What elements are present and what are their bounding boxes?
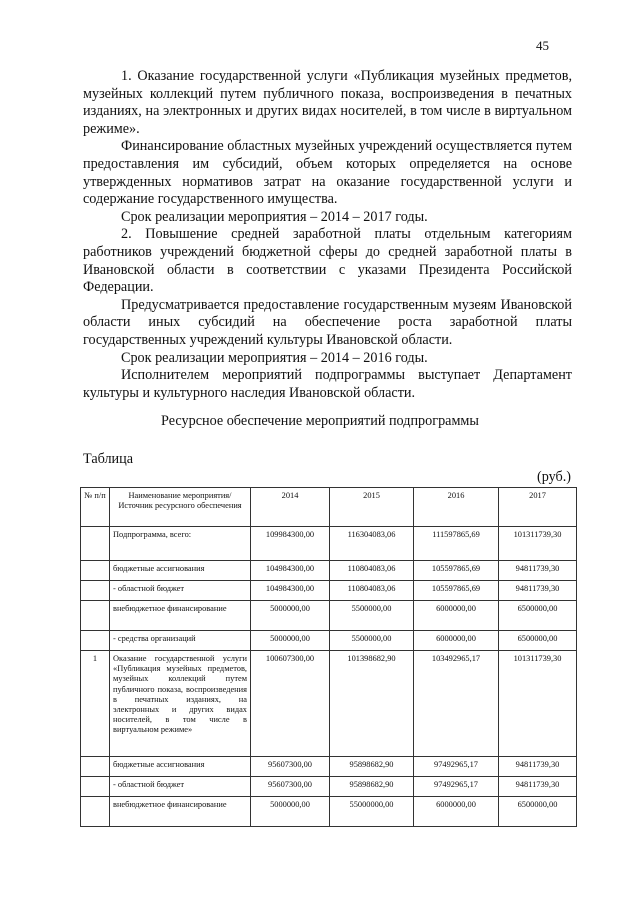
- value-2016: 105597865,69: [414, 581, 499, 601]
- row-num: [81, 797, 110, 827]
- row-name: Оказание государственной услуги «Публикация музейных предметов, музейных коллекций путем публичного показа, воспроизведения в печатных изданиях, на электронных и других видах носителей, в том числе в виртуальном режиме»: [110, 651, 251, 757]
- value-2014: 104984300,00: [251, 581, 330, 601]
- table-label: Таблица: [83, 451, 134, 467]
- row-num: [81, 757, 110, 777]
- value-2016: 6000000,00: [414, 797, 499, 827]
- value-2014: 104984300,00: [251, 561, 330, 581]
- value-2015: 101398682,90: [330, 651, 414, 757]
- value-2015: 95898682,90: [330, 777, 414, 797]
- paragraph: Срок реализации мероприятия – 2014 – 2017 годы.: [121, 208, 428, 225]
- value-2015: 95898682,90: [330, 757, 414, 777]
- row-num: 1: [81, 651, 110, 757]
- value-2016: 103492965,17: [414, 651, 499, 757]
- value-2015: 5500000,00: [330, 601, 414, 631]
- resource-table: [80, 487, 577, 827]
- row-num: [81, 561, 110, 581]
- table-row: [81, 797, 577, 827]
- row-num: [81, 601, 110, 631]
- value-2017: 94811739,30: [499, 581, 577, 601]
- row-name: - областной бюджет: [110, 581, 251, 601]
- table-row: [81, 631, 577, 651]
- paragraph: Предусматривается предоставление государственным музеям Ивановской области иных субсидий на обеспечение роста заработной платы государственных учреждений культуры Ивановской области.: [83, 296, 572, 348]
- value-2016: 97492965,17: [414, 777, 499, 797]
- row-name: - средства организаций: [110, 631, 251, 651]
- paragraph: Финансирование областных музейных учреждений осуществляется путем предоставления им субсидий, объем которых определяется на основе утвержденных нормативов затрат на оказание государственной услуги и содержание государственного имущества.: [83, 138, 572, 208]
- value-2017: 6500000,00: [499, 797, 577, 827]
- row-name: внебюджетное финансирование: [110, 797, 251, 827]
- value-2017: 94811739,30: [499, 561, 577, 581]
- value-2014: 5000000,00: [251, 601, 330, 631]
- table-row: [81, 527, 577, 561]
- table-row: [81, 581, 577, 601]
- currency-note: (руб.): [537, 469, 572, 485]
- row-name: - областной бюджет: [110, 777, 251, 797]
- paragraph: 1. Оказание государственной услуги «Публикация музейных предметов, музейных коллекций путем публичного показа, воспроизведения в печатных изданиях, на электронных и других видах носителей, в том числе в виртуальном режиме».: [83, 68, 572, 137]
- section-title: Ресурсное обеспечение мероприятий подпрограммы: [161, 413, 479, 429]
- row-num: [81, 631, 110, 651]
- table-row: [81, 561, 577, 581]
- value-2015: 110804083,06: [330, 561, 414, 581]
- value-2014: 100607300,00: [251, 651, 330, 757]
- value-2017: 6500000,00: [499, 601, 577, 631]
- table-row: [81, 651, 577, 757]
- table-row: [81, 777, 577, 797]
- table-row: [81, 757, 577, 777]
- value-2014: 5000000,00: [251, 631, 330, 651]
- row-num: [81, 527, 110, 561]
- value-2014: 95607300,00: [251, 777, 330, 797]
- header-2014: 2014: [251, 488, 330, 527]
- value-2017: 6500000,00: [499, 631, 577, 651]
- value-2015: 110804083,06: [330, 581, 414, 601]
- row-name: бюджетные ассигнования: [110, 561, 251, 581]
- header-2015: 2015: [330, 488, 414, 527]
- value-2015: 5500000,00: [330, 631, 414, 651]
- body-text: [83, 68, 572, 402]
- value-2015: 116304083,06: [330, 527, 414, 561]
- value-2016: 6000000,00: [414, 601, 499, 631]
- header-2017: 2017: [499, 488, 577, 527]
- table-header-row: [81, 488, 577, 527]
- value-2017: 94811739,30: [499, 757, 577, 777]
- paragraph: 2. Повышение средней заработной платы отдельным категориям работников учреждений бюджетной сферы до средней заработной платы в Ивановской области в соответствии с указами Президента Российской Федерации.: [83, 226, 572, 296]
- value-2015: 55000000,00: [330, 797, 414, 827]
- value-2014: 5000000,00: [251, 797, 330, 827]
- row-num: [81, 777, 110, 797]
- header-num: № п/п: [81, 488, 110, 527]
- row-name: бюджетные ассигнования: [110, 757, 251, 777]
- row-name: Подпрограмма, всего:: [110, 527, 251, 561]
- value-2016: 97492965,17: [414, 757, 499, 777]
- table-row: [81, 601, 577, 631]
- value-2016: 111597865,69: [414, 527, 499, 561]
- header-2016: 2016: [414, 488, 499, 527]
- page-number: 45: [536, 38, 549, 53]
- value-2016: 105597865,69: [414, 561, 499, 581]
- value-2014: 109984300,00: [251, 527, 330, 561]
- value-2017: 101311739,30: [499, 651, 577, 757]
- value-2016: 6000000,00: [414, 631, 499, 651]
- paragraph: Исполнителем мероприятий подпрограммы выступает Департамент культуры и культурного наследия Ивановской области.: [83, 367, 572, 401]
- row-num: [81, 581, 110, 601]
- value-2017: 101311739,30: [499, 527, 577, 561]
- paragraph: Срок реализации мероприятия – 2014 – 2016 годы.: [121, 349, 428, 366]
- value-2017: 94811739,30: [499, 777, 577, 797]
- header-name: Наименование мероприятия/Источник ресурсного обеспечения: [110, 488, 251, 527]
- row-name: внебюджетное финансирование: [110, 601, 251, 631]
- value-2014: 95607300,00: [251, 757, 330, 777]
